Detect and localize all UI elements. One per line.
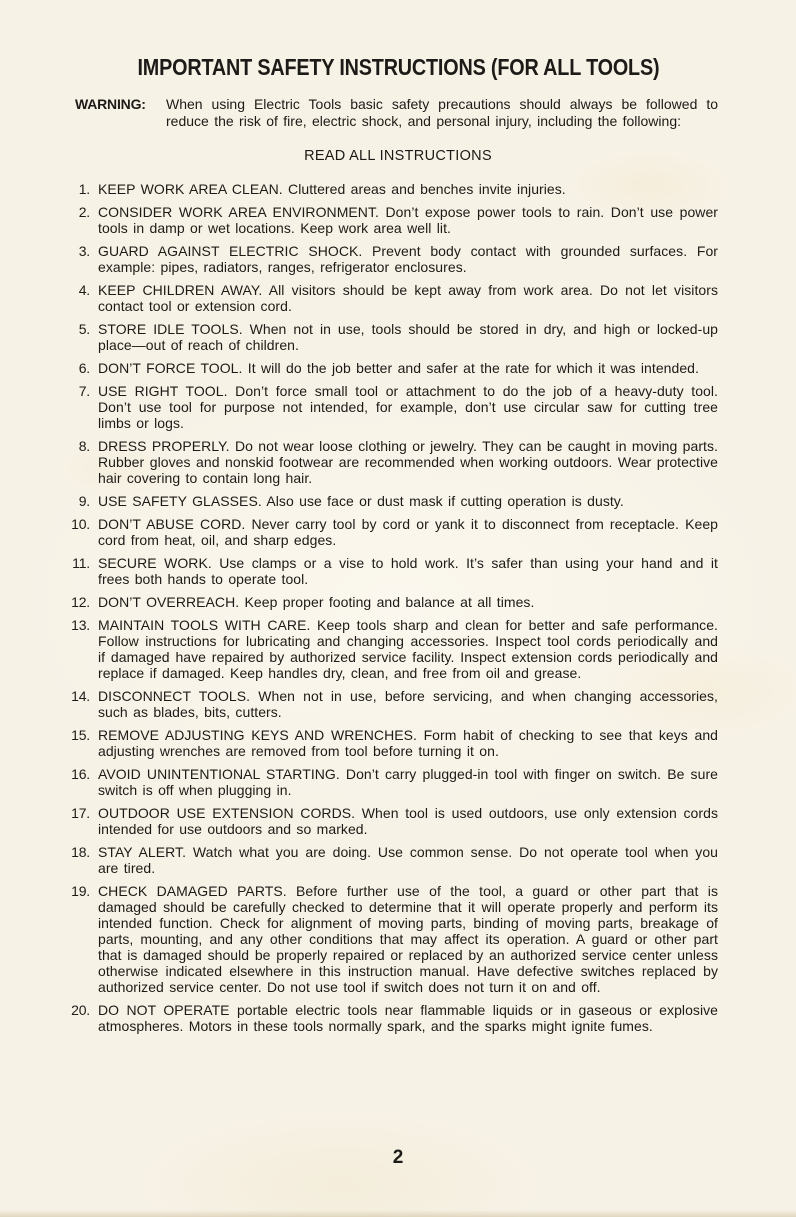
instruction-number: 12. [71, 594, 90, 610]
page-number: 2 [392, 1147, 404, 1168]
instruction-item [62, 727, 718, 759]
instruction-text: USE RIGHT TOOL. Don’t force small tool or attachment to do the job of a heavy-duty tool. Don’t use tool for purpose not intended, for example, don’t use circular saw for cutting tree limbs or logs. [98, 383, 718, 431]
instruction-item [62, 383, 718, 431]
instruction-text: AVOID UNINTENTIONAL STARTING. Don’t carry plugged-in tool with finger on switch. Be sure switch is off when plugging in. [98, 766, 718, 798]
instruction-number: 6. [78, 360, 90, 376]
instruction-text: DISCONNECT TOOLS. When not in use, before servicing, and when changing accessories, such as blades, bits, cutters. [98, 688, 718, 720]
instruction-text: KEEP WORK AREA CLEAN. Cluttered areas and benches invite injuries. [98, 181, 566, 197]
instruction-number: 4. [78, 282, 90, 298]
instruction-item [62, 844, 718, 876]
instruction-text: DRESS PROPERLY. Do not wear loose clothing or jewelry. They can be caught in moving parts. Rubber gloves and nonskid footwear are recommended when working outdoors. Wear protective hair covering to contain long hair. [98, 438, 718, 486]
instruction-text: SECURE WORK. Use clamps or a vise to hold work. It’s safer than using your hand and it frees both hands to operate tool. [98, 555, 718, 587]
instruction-number: 9. [78, 493, 90, 509]
instruction-text: DO NOT OPERATE portable electric tools near flammable liquids or in gaseous or explosive atmospheres. Motors in these tools normally spark, and the sparks might ignite fumes. [98, 1002, 718, 1034]
instruction-number: 15. [71, 727, 90, 743]
instruction-item [62, 617, 718, 681]
instruction-number: 8. [78, 438, 90, 454]
instruction-text: CONSIDER WORK AREA ENVIRONMENT. Don’t expose power tools to rain. Don’t use power tools in damp or wet locations. Keep work area well lit. [98, 204, 718, 236]
instruction-number: 16. [71, 766, 90, 782]
warning-label: WARNING: [75, 96, 146, 112]
instruction-item [62, 688, 718, 720]
instruction-item [62, 321, 718, 353]
instruction-item [62, 516, 718, 548]
instruction-number: 11. [72, 555, 90, 571]
warning-paragraph [75, 96, 718, 129]
instruction-text: CHECK DAMAGED PARTS. Before further use of the tool, a guard or other part that is damaged should be carefully checked to determine that it will operate properly and perform its intended function. Check for alignment of moving parts, binding of moving parts, breakage of parts, mounting, and any other conditions that may affect its operation. A guard or other part that is damaged should be properly repaired or replaced by an authorized service center unless otherwise indicated elsewhere in this instruction manual. Have defective switches replaced by authorized service center. Do not use tool if switch does not turn it on and off. [98, 883, 718, 995]
instruction-number: 10. [71, 516, 90, 532]
instruction-item [62, 204, 718, 236]
instruction-number: 1. [78, 181, 90, 197]
instruction-item [62, 438, 718, 486]
instruction-text: STORE IDLE TOOLS. When not in use, tools should be stored in dry, and high or locked-up place—out of reach of children. [98, 321, 718, 353]
instruction-text: DON’T FORCE TOOL. It will do the job better and safer at the rate for which it was intended. [98, 360, 699, 376]
instruction-item [62, 181, 718, 197]
instruction-text: USE SAFETY GLASSES. Also use face or dust mask if cutting operation is dusty. [98, 493, 624, 509]
instructions-list [62, 181, 718, 1034]
instruction-number: 5. [78, 321, 90, 337]
instruction-text: KEEP CHILDREN AWAY. All visitors should be kept away from work area. Do not let visitors contact tool or extension cord. [98, 282, 718, 314]
instruction-number: 7. [78, 383, 90, 399]
instruction-text: DON’T ABUSE CORD. Never carry tool by cord or yank it to disconnect from receptacle. Keep cord from heat, oil, and sharp edges. [98, 516, 718, 548]
instruction-number: 2. [78, 204, 90, 220]
instruction-text: STAY ALERT. Watch what you are doing. Use common sense. Do not operate tool when you are tired. [98, 844, 718, 876]
instruction-number: 17. [71, 805, 90, 821]
instruction-text: MAINTAIN TOOLS WITH CARE. Keep tools sharp and clean for better and safe performance. Follow instructions for lubricating and changing accessories. Inspect tool cords periodically and if damaged have repaired by authorized service facility. Inspect extension cords periodically and replace if damaged. Keep handles dry, clean, and free from oil and grease. [98, 617, 718, 681]
instruction-number: 3. [78, 243, 90, 259]
instruction-item [62, 883, 718, 995]
instruction-number: 18. [71, 844, 90, 860]
instruction-item [62, 243, 718, 275]
instruction-text: REMOVE ADJUSTING KEYS AND WRENCHES. Form habit of checking to see that keys and adjusting wrenches are removed from tool before turning it on. [98, 727, 718, 759]
page-title-text: IMPORTANT SAFETY INSTRUCTIONS (FOR ALL TOOLS) [137, 54, 659, 80]
warning-text: When using Electric Tools basic safety precautions should always be followed to reduce the risk of fire, electric shock, and personal injury, including the following: [166, 96, 718, 129]
read-all-instructions-heading: READ ALL INSTRUCTIONS [304, 148, 492, 164]
page-title [0, 54, 796, 81]
instruction-item [62, 282, 718, 314]
instruction-item [62, 766, 718, 798]
instruction-number: 19. [71, 883, 90, 899]
instruction-item [62, 493, 718, 509]
instruction-text: OUTDOOR USE EXTENSION CORDS. When tool is used outdoors, use only extension cords intended for use outdoors and so marked. [98, 805, 718, 837]
instruction-text: DON’T OVERREACH. Keep proper footing and balance at all times. [98, 594, 535, 610]
instruction-item [62, 360, 718, 376]
instruction-number: 20. [71, 1002, 90, 1018]
instruction-number: 13. [71, 617, 90, 633]
instruction-item [62, 555, 718, 587]
instruction-text: GUARD AGAINST ELECTRIC SHOCK. Prevent body contact with grounded surfaces. For example: pipes, radiators, ranges, refrigerator enclosures. [98, 243, 718, 275]
instruction-item [62, 1002, 718, 1034]
instruction-item [62, 594, 718, 610]
instruction-number: 14. [71, 688, 90, 704]
instruction-item [62, 805, 718, 837]
